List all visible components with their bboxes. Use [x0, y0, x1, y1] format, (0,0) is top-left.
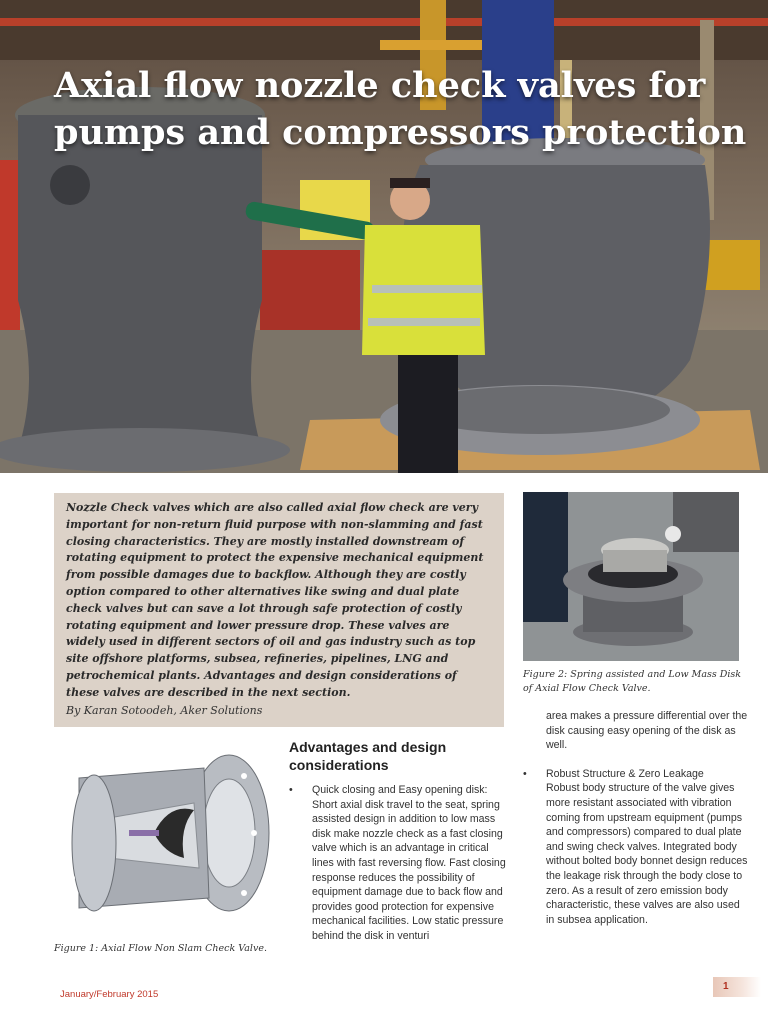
- bullet-continuation: area makes a pressure differential over the disk causing easy opening of the disk as well.: [546, 710, 748, 752]
- section-heading: Advantages and design considerations: [289, 739, 447, 773]
- figure-2-photo: [523, 492, 739, 661]
- figure-2-caption: Figure 2: Spring assisted and Low Mass Disk of Axial Flow Check Valve.: [523, 669, 742, 694]
- figure-1-drawing: [54, 748, 274, 928]
- bullet-body: Robust body structure of the valve gives more resistant associated with vibration coming from upstream equipment (pumps and compressors) compared to dual plate and swing check valves. Integrated body without bolted body bonnet design reduces the leakage risk through the body close to zero. As a result of zero emission body characteristic, these valves are also used in subsea application.: [546, 782, 748, 926]
- bullet-title: Quick closing and Easy opening disk:: [312, 784, 488, 796]
- article-title: Axial flow nozzle check valves for pumps and compressors protection: [54, 65, 747, 153]
- abstract-box: [54, 493, 504, 727]
- issue-date: January/February 2015: [60, 989, 159, 1000]
- bullet-item-quick-closing: [289, 783, 509, 944]
- spring-disk-illustration: [523, 492, 739, 661]
- bullet-body: Short axial disk travel to the seat, spring assisted design in addition to low mass disk make nozzle check as a fast closing valve which is an advantage in critical lines with fast reversing flow. Fast closing response reduces the possibility of equipment damage due to back flow and provides good protection for expensive mechanical facilities. Low static pressure behind the disk in venturi: [312, 798, 506, 942]
- page-number: 1: [713, 977, 761, 997]
- abstract-text: Nozzle Check valves which are also called axial flow check are very important for non-return fluid purpose with non-slamming and fast closing characteristics. They are mostly installed downstream of rotating equipment to protect the expensive mechanical equipment from possible damages due to backflow. Although they are costly option compared to other alternatives like swing and dual plate check valves but can save a lot through safe protection of costly rotating equipment and lower pressure drop. These valves are widely used in different sectors of oil and gas industry such as top site offshore platforms, subsea, refineries, pipelines, LNG and petrochemical plants. Advantages and design considerations of these valves are described in the next section.: [66, 501, 484, 699]
- valve-cutaway-illustration: [54, 748, 274, 928]
- bullet-marker: •: [289, 784, 293, 796]
- body-column-right: [523, 709, 748, 927]
- bullet-marker: •: [523, 767, 527, 780]
- bullet-item-robust-structure: [523, 767, 748, 928]
- bullet-title: Robust Structure & Zero Leakage: [546, 767, 704, 780]
- body-column-middle: [289, 783, 509, 944]
- hero-photo: [0, 0, 768, 473]
- author-byline: By Karan Sotoodeh, Aker Solutions: [66, 704, 263, 717]
- figure-1-caption: Figure 1: Axial Flow Non Slam Check Valve.: [54, 943, 267, 954]
